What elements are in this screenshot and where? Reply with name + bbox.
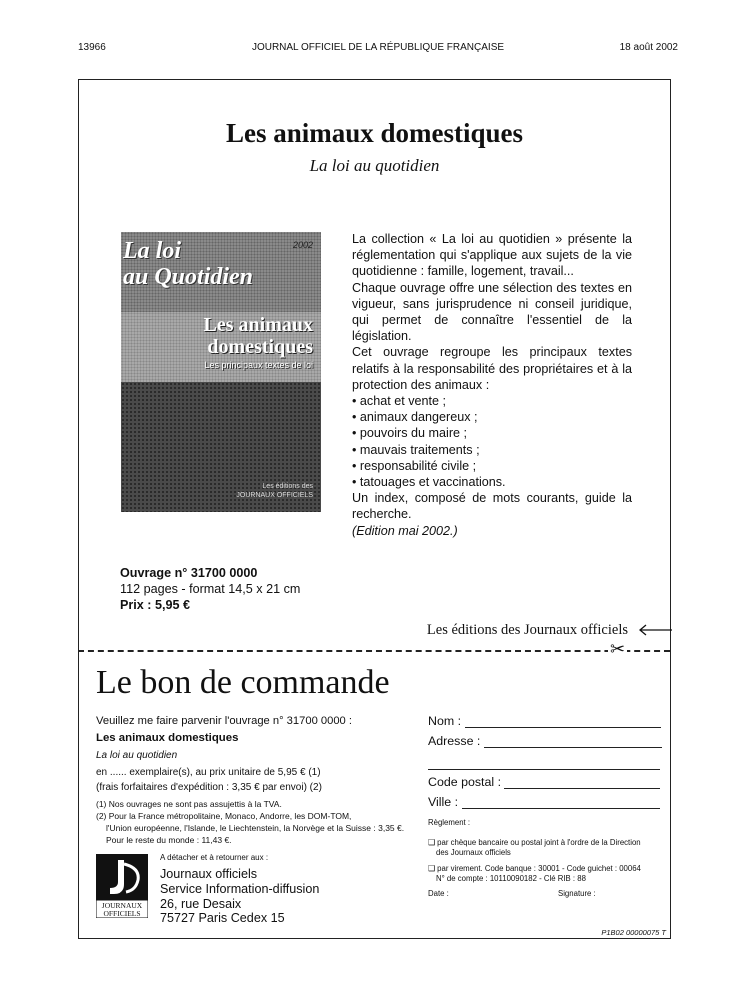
list-item: • animaux dangereux ; — [352, 409, 632, 425]
payment-transfer-option[interactable] — [428, 864, 641, 884]
cover-title — [204, 314, 313, 358]
book-cover-image — [121, 232, 321, 512]
order-request: Veuillez me faire parvenir l'ouvrage n° 31700 0000 : — [96, 715, 353, 727]
reglement-label: Règlement : — [428, 818, 471, 827]
detach-instruction: A détacher et à retourner aux : — [160, 853, 269, 862]
footnote-1: (1) Nos ouvrages ne sont pas assujettis à la TVA. — [96, 799, 282, 809]
logo-line-1: La loi — [123, 238, 181, 264]
adresse-field[interactable] — [484, 747, 662, 748]
shipping-line: (frais forfaitaires d'expédition : 3,35 € par envoi) (2) — [96, 782, 322, 793]
payment-cheque-line-1: ❑ par chèque bancaire ou postal joint à l'ordre de la Direction — [428, 838, 641, 847]
ouvrage-price: Prix : 5,95 € — [120, 598, 191, 612]
list-item: • achat et vente ; — [352, 393, 632, 409]
address-line: 75727 Paris Cedex 15 — [160, 911, 285, 926]
order-details — [96, 714, 406, 846]
desc-paragraph: La collection « La loi au quotidien » présente la réglementation qui s'applique aux sujets de la vie quotidienne : famille, logement, travail... — [352, 232, 632, 279]
footnote-2: (2) Pour la France métropolitaine, Monaco, Andorre, les DOM-TOM, — [96, 811, 352, 821]
cover-title-line-2: domestiques — [207, 336, 313, 358]
logo-text-officiels: OFFICIELS — [103, 909, 141, 918]
arrow-left-icon — [638, 623, 672, 637]
cover-publisher — [236, 482, 313, 500]
ouvrage-format: 112 pages - format 14,5 x 21 cm — [120, 582, 301, 596]
desc-paragraph: Cet ouvrage regroupe les principaux textes relatifs à la responsabilité des propriétaires et à la protection des animaux : — [352, 345, 632, 392]
return-address — [160, 867, 319, 926]
cover-publisher-line-1: Les éditions des — [262, 483, 313, 490]
footnote-2-cont: l'Union européenne, l'Islande, le Liechtenstein, la Norvège et la Suisse : 3,35 €. — [106, 823, 405, 833]
ad-subtitle: La loi au quotidien — [309, 156, 440, 175]
page-number: 13966 — [78, 42, 106, 53]
journal-title: JOURNAL OFFICIEL DE LA RÉPUBLIQUE FRANÇAISE — [251, 42, 505, 53]
logo-text-journaux: JOURNAUX — [101, 901, 143, 910]
list-item: • pouvoirs du maire ; — [352, 425, 632, 441]
ouvrage-info — [120, 565, 300, 613]
publisher-line: Les éditions des Journaux officiels — [426, 622, 628, 638]
list-item: • responsabilité civile ; — [352, 458, 632, 474]
address-line: 26, rue Desaix — [160, 896, 242, 911]
journaux-officiels-logo — [96, 854, 148, 918]
collection-logo — [123, 238, 253, 290]
list-item: • tatouages et vaccinations. — [352, 474, 632, 490]
date-label: Date : — [428, 889, 449, 898]
ville-label: Ville : — [428, 795, 459, 809]
cover-year: 2002 — [292, 240, 313, 250]
nom-label: Nom : — [428, 714, 462, 728]
quantity-line[interactable]: en ...... exemplaire(s), au prix unitaire de 5,95 € (1) — [96, 767, 321, 778]
edition-note: (Edition mai 2002.) — [352, 523, 458, 538]
payment-transfer-line-2: N° de compte : 10110090182 - Clé RIB : 88 — [436, 874, 586, 883]
desc-paragraph: Chaque ouvrage offre une sélection des textes en vigueur, sans jurisprudence ni conseil juridique, qui permet de connaître l'essentiel de la législation. — [352, 280, 632, 344]
ad-title: Les animaux domestiques — [225, 118, 524, 148]
ville-field[interactable] — [462, 808, 660, 809]
order-form-title: Le bon de commande — [96, 664, 390, 701]
cover-title-line-1: Les animaux — [203, 314, 313, 336]
adresse-field-line-2[interactable] — [428, 769, 660, 770]
book-description — [352, 231, 632, 539]
signature-label: Signature : — [558, 889, 596, 898]
nom-field[interactable] — [465, 727, 661, 728]
order-book-subtitle: La loi au quotidien — [96, 750, 178, 761]
scissors-icon: ✂ — [610, 639, 626, 659]
cut-line — [78, 650, 670, 652]
cover-publisher-line-2: JOURNAUX OFFICIELS — [236, 492, 313, 499]
topics-list — [352, 393, 632, 490]
list-item: • mauvais traitements ; — [352, 442, 632, 458]
address-line: Journaux officiels — [160, 867, 258, 881]
desc-paragraph: Un index, composé de mots courants, guide la recherche. — [352, 491, 632, 522]
ouvrage-number: Ouvrage n° 31700 0000 — [120, 566, 258, 580]
order-book-title: Les animaux domestiques — [96, 732, 239, 744]
adresse-label: Adresse : — [428, 734, 481, 748]
footnote-2-world: Pour le reste du monde : 11,43 €. — [106, 835, 232, 845]
address-line: Service Information-diffusion — [160, 881, 320, 896]
code-postal-field[interactable] — [504, 788, 660, 789]
payment-transfer-line-1: ❑ par virement. Code banque : 30001 - Code guichet : 00064 — [428, 864, 641, 873]
code-postal-label: Code postal : — [428, 775, 502, 789]
payment-cheque-option[interactable] — [428, 838, 641, 858]
reference-code: P1B02 00000075 T — [601, 928, 666, 937]
payment-cheque-line-2: des Journaux officiels — [436, 848, 511, 857]
cover-subtitle: Les principaux textes de loi — [204, 360, 313, 370]
issue-date: 18 août 2002 — [619, 42, 678, 53]
logo-line-2: au Quotidien — [123, 264, 254, 290]
